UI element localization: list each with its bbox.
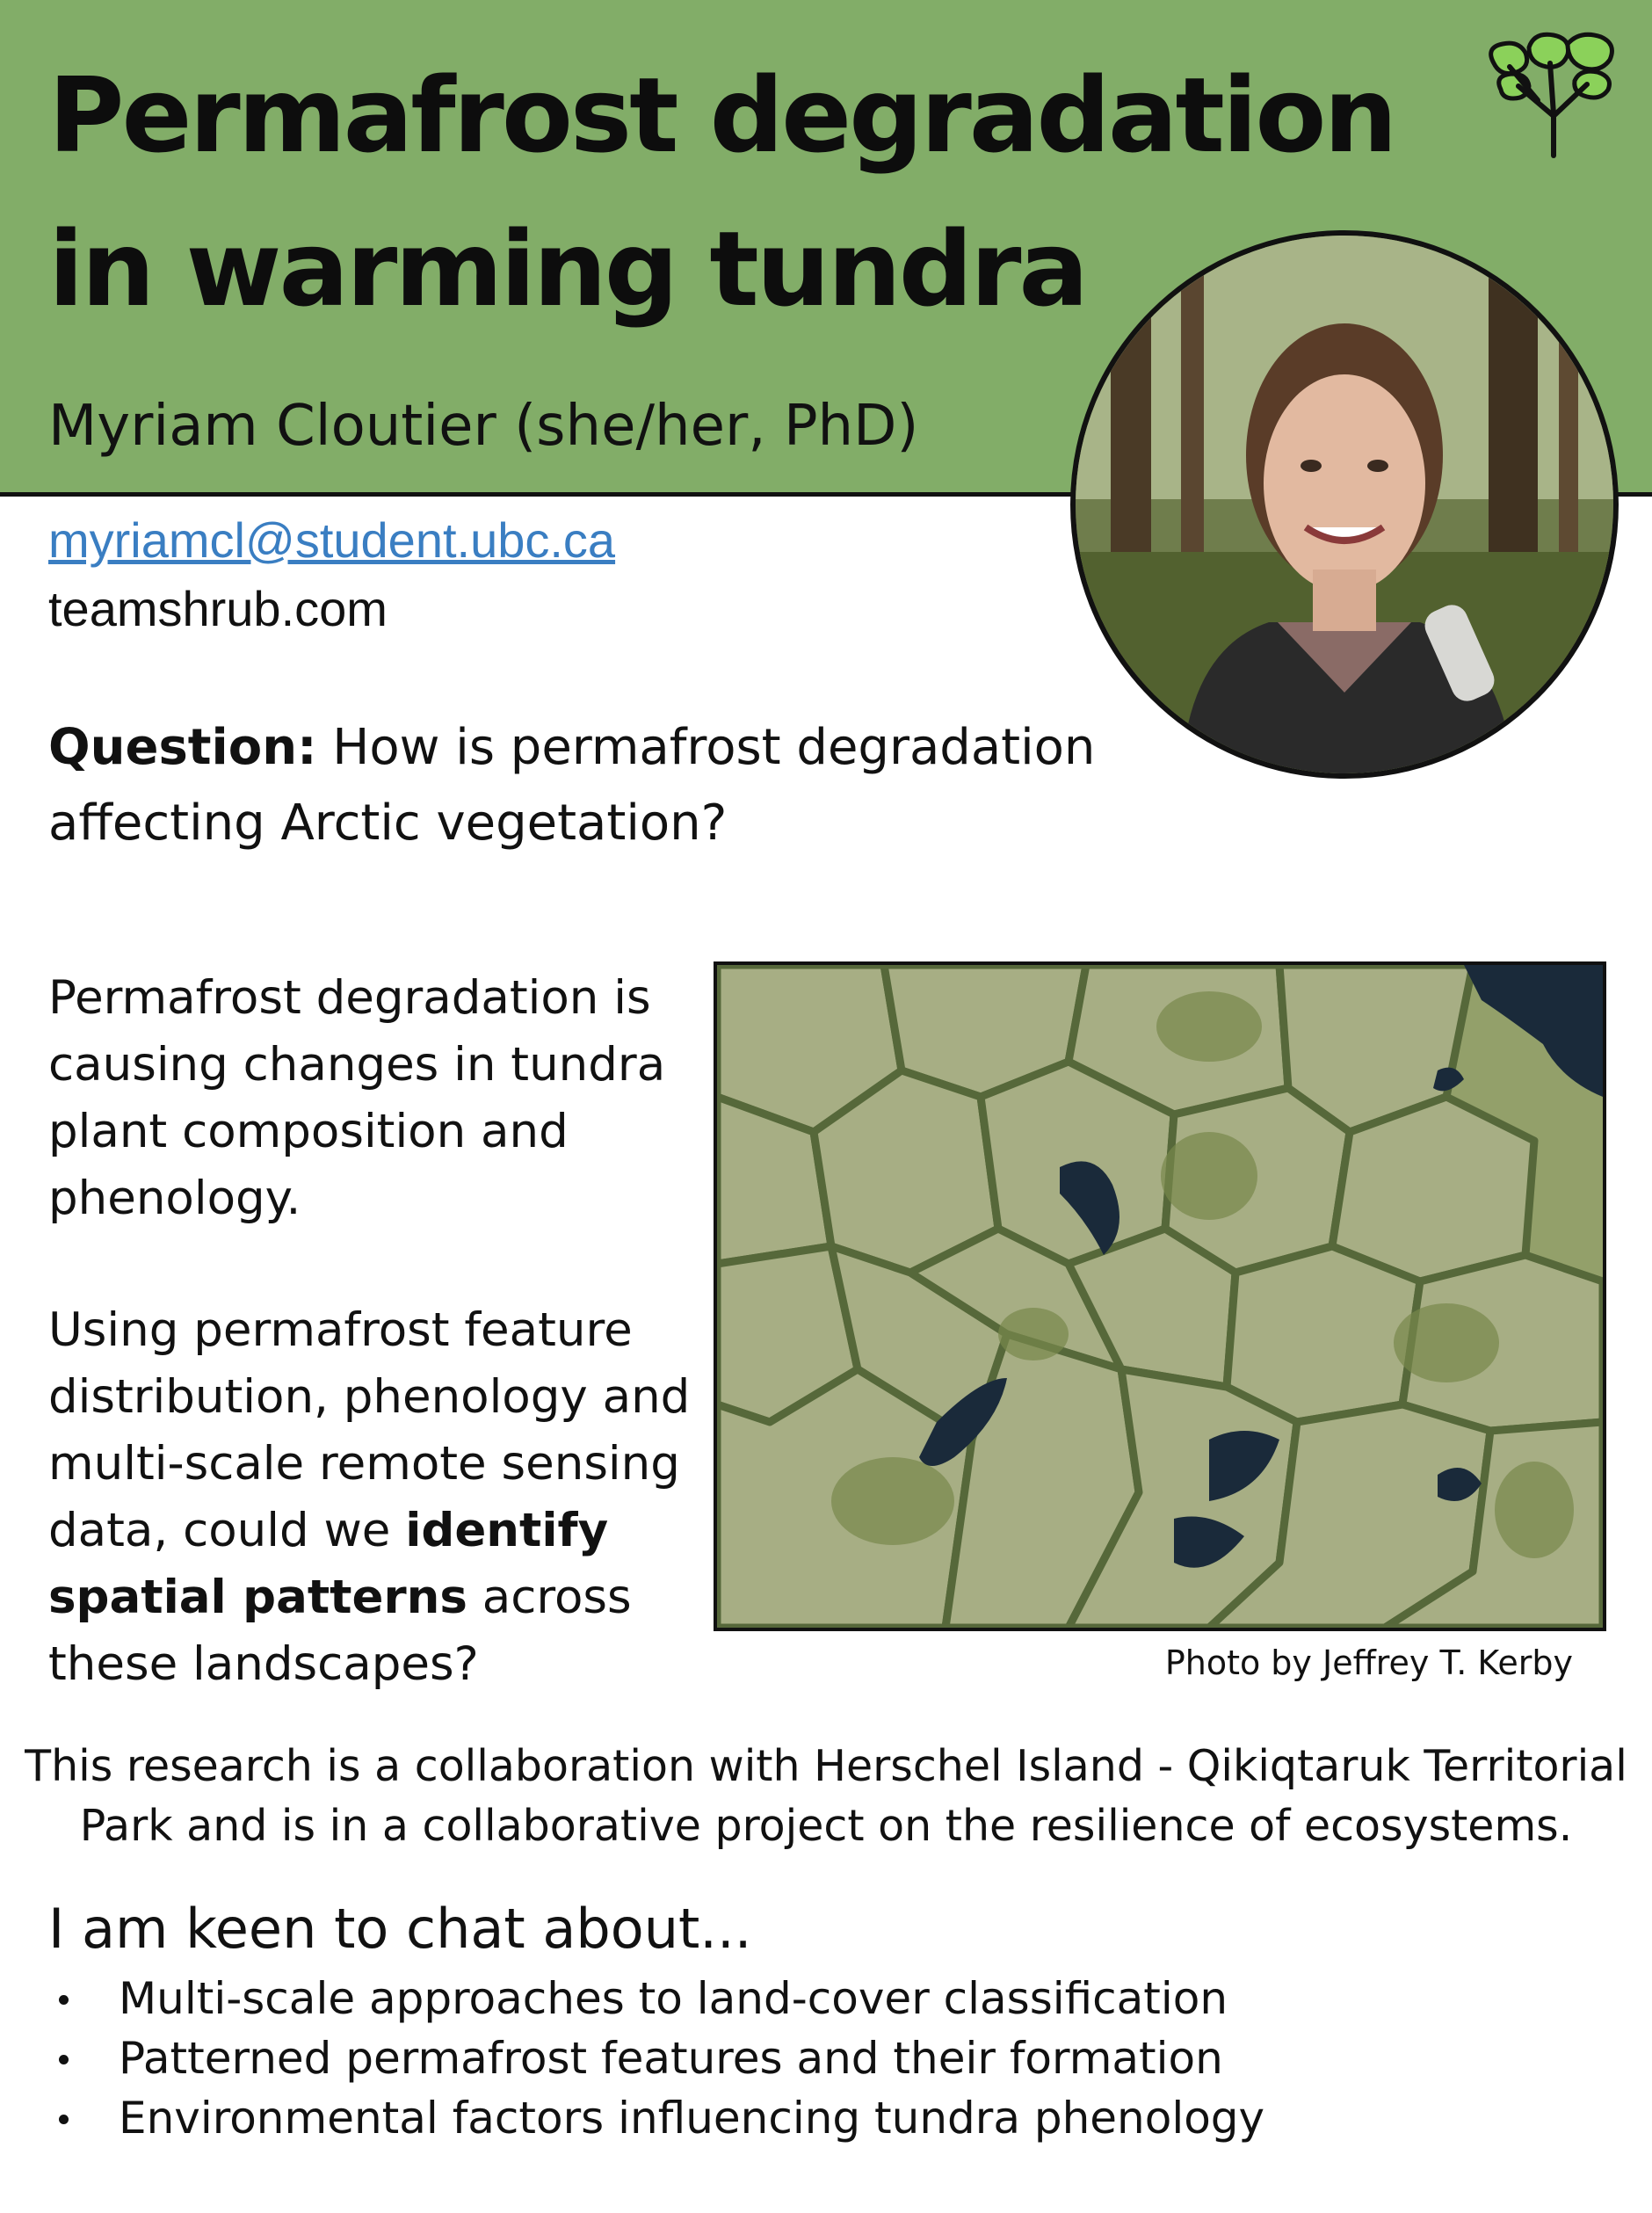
photo-credit: Photo by Jeffrey T. Kerby <box>1164 1643 1573 1682</box>
question-label: Question: <box>48 719 317 776</box>
tundra-aerial-photo <box>714 961 1606 1631</box>
author-name: Myriam Cloutier (she/her, PhD) <box>48 394 919 459</box>
research-question <box>48 710 1261 861</box>
paragraph-approach-end: across these landscapes? <box>48 1571 632 1691</box>
paragraph-approach <box>48 1297 716 1698</box>
collaboration-line-2: Park and is in a collaborative project on the resilience of ecosystems. <box>79 1801 1573 1851</box>
shrub-icon <box>1476 28 1634 160</box>
website-text: teamshrub.com <box>48 581 388 636</box>
email-link[interactable]: myriamcl@student.ubc.ca <box>48 512 616 568</box>
poster-title-line-1: Permafrost degradation <box>48 54 1395 176</box>
list-item: Environmental factors influencing tundra phenology <box>48 2088 1264 2148</box>
collaboration-note <box>0 1737 1652 1856</box>
collaboration-line-1: This research is a collaboration with Herschel Island - Qikiqtaruk Territorial <box>25 1741 1627 1791</box>
question-text: How is permafrost degradation affecting Arctic vegetation? <box>48 719 1096 852</box>
poster-title-line-2: in warming tundra <box>48 208 1087 330</box>
chat-heading: I am keen to chat about... <box>48 1897 752 1961</box>
paragraph-approach-emphasis: identify spatial patterns <box>48 1504 609 1624</box>
paragraph-context: Permafrost degradation is causing changes in tundra plant composition and phenology. <box>48 971 666 1225</box>
author-portrait <box>1070 230 1619 779</box>
list-item: Patterned permafrost features and their formation <box>48 2028 1264 2088</box>
paragraph-approach-start: Using permafrost feature distribution, phenology and multi-scale remote sensing data, could we <box>48 1303 691 1557</box>
chat-topics-list <box>48 1969 1264 2148</box>
list-item: Multi-scale approaches to land-cover classification <box>48 1969 1264 2028</box>
